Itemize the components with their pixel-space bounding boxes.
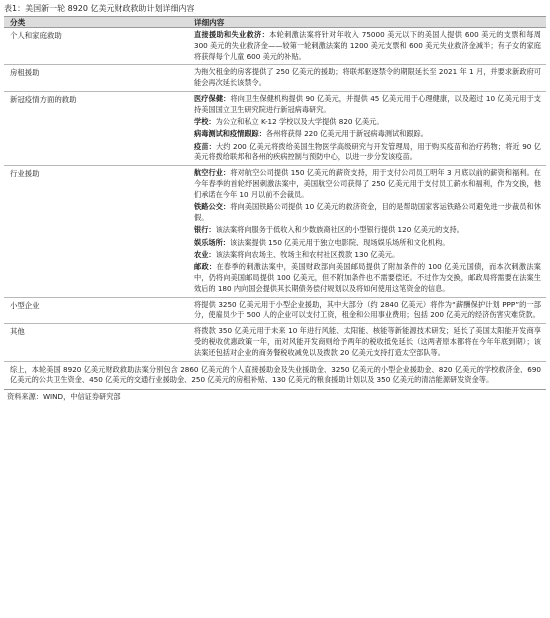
table-row [4,65,546,92]
detail-paragraph [194,30,541,62]
table-row [4,298,546,325]
row-category: 行业援助 [10,169,40,179]
detail-text: 将提供 3250 亿美元用于小型企业援助，其中大部分（约 2840 亿美元）将作为“薪酬保护计划 PPP”的一部分，使雇员少于 500 人的企业可以支付工资，租金和公用事业费用；包括 200 亿美元的经济伤害灾难贷款。 [194,299,541,320]
row-details [188,298,546,324]
table-row [4,324,546,361]
detail-label: 农业： [194,249,216,259]
detail-text: 本轮刺激法案将针对年收入 75000 美元以下的美国人提供 600 美元的支票和每周 300 美元的失业救济金——较第一轮刺激法案的 1200 美元支票和 600 美元失业救济金减半；有子女的家庭将获得每个儿童 600 美元的补贴。 [194,30,541,61]
source-note: 资料来源：WIND，中信证券研究部 [7,392,121,402]
table-row [4,92,546,166]
header-category: 分类 [10,18,26,27]
detail-label: 医疗保健： [194,93,231,103]
detail-label: 铁路公交： [194,202,231,212]
row-category: 新冠疫情方面的救助 [10,94,77,104]
table-body [4,28,546,362]
detail-label: 娱乐场所： [194,237,230,247]
detail-label: 航空行业： [194,168,231,178]
row-category: 其他 [10,327,25,337]
detail-label: 病毒测试和疫情跟踪： [194,129,266,139]
row-details [188,324,546,360]
detail-text: 将向美国铁路公司提供 10 亿美元的救济资金，目的是帮助国家客运铁路公司避免进一步裁员和休假。 [194,202,541,222]
table-caption: 表1：美国新一轮 8920 亿美元财政救助计划详细内容 [4,4,195,13]
detail-text: 在春季的刺激法案中，美国财政部向美国邮局提供了附加条件的 100 亿美元国债，而本次刺激法案中，仍将向美国邮局提供 100 亿美元，但不附加条件也不需要偿还。不过作为交换，邮政局将需要在法案生效后的 180 内向国会提供其长期债务偿付规划以及将如何使用这笔资金的信息。 [194,262,541,293]
detail-paragraph [194,238,541,249]
detail-text: 大约 200 亿美元将拨给美国生物医学高级研究与开发管理局，用于购买疫苗和治疗药物；将近 90 亿美元将拨给联邦和各州的疾病控制与预防中心，以进一步分发该疫苗。 [194,141,541,162]
detail-paragraph [194,250,541,261]
row-details [188,65,546,91]
detail-paragraph [194,202,541,224]
detail-paragraph [194,129,541,140]
detail-paragraph [194,168,541,200]
detail-label: 银行： [194,225,216,235]
document [4,3,546,402]
row-category: 个人和家庭救助 [10,31,62,40]
detail-paragraph [194,300,541,322]
detail-text: 该法案提供 150 亿美元用于独立电影院、现场娱乐场所和文化机构。 [229,237,450,247]
detail-text: 为拖欠租金的房客提供了 250 亿美元的援助；将联邦驱逐禁令的期限延长至 2021 年 1 月，并要求新政府可能会再次延长该禁令。 [194,67,541,88]
row-details [188,166,546,296]
detail-text: 各州将获得 220 亿美元用于新冠病毒测试和跟踪。 [265,129,428,139]
detail-label: 直接援助和失业救济： [194,30,270,39]
row-category: 房租援助 [10,68,40,78]
detail-label: 邮政： [194,262,217,272]
detail-paragraph [194,326,541,358]
row-category: 小型企业 [10,300,40,310]
detail-text: 该法案将向农场主、牧场主和农村社区拨款 130 亿美元。 [215,249,400,259]
table-header [4,16,546,28]
detail-paragraph [194,262,541,294]
detail-label: 疫苗： [194,141,216,151]
row-details [188,92,546,165]
table-row [4,28,546,65]
detail-text: 将向卫生保健机构提供 90 亿美元，并提供 45 亿美元用于心理健康，以及超过 10 亿美元用于支持美国国立卫生研究院进行新冠病毒研究。 [194,93,541,114]
header-details: 详细内容 [194,18,225,27]
detail-text: 将拨款 350 亿美元用于未来 10 年进行风能、太阳能、核能等新能源技术研发；延长了美国太阳能开发商享受的税收优惠政策一年，而对风能开发商则给予两年的税收抵免延长（这两者原本都将在今年年底到期）；该法案还包括对企业的商务餐税收减免以及拨款 20 亿美元支持打造太空部队等。 [194,326,541,357]
row-details [188,28,546,64]
detail-paragraph [194,117,541,128]
detail-text: 该法案将向服务于低收入和少数族裔社区的小型银行提供 120 亿美元的支持。 [215,225,464,235]
detail-paragraph [194,225,541,236]
detail-paragraph [194,142,541,164]
detail-text: 将对航空公司提供 150 亿美元的薪资支持，用于支付公司员工明年 3 月底以前的薪资和福利。在今年春季的首轮纾困刺激法案中，美国航空公司获得了 250 亿美元用于支付员工薪水和福利，作为交换，他们承诺在今年 10 月以前不会裁员。 [194,168,541,199]
detail-paragraph [194,94,541,116]
table-row [4,166,546,297]
summary-paragraph: 综上，本轮美国 8920 亿美元财政救助法案分别包含 2860 亿美元的个人直接援助金及失业援助金、3250 亿美元的小型企业援助金、820 亿美元的学校救济金、690 亿美元的公共卫生资金、450 亿美元的交通行业援助金、250 亿美元的房租补贴、130 亿美元的粮食援助计划以及 350 亿美元的清洁能源研发资金等。 [4,362,546,391]
detail-paragraph [194,67,541,89]
detail-label: 学校： [194,117,216,127]
detail-text: 为公立和私立 K-12 学校以及大学提供 820 亿美元。 [215,117,384,127]
